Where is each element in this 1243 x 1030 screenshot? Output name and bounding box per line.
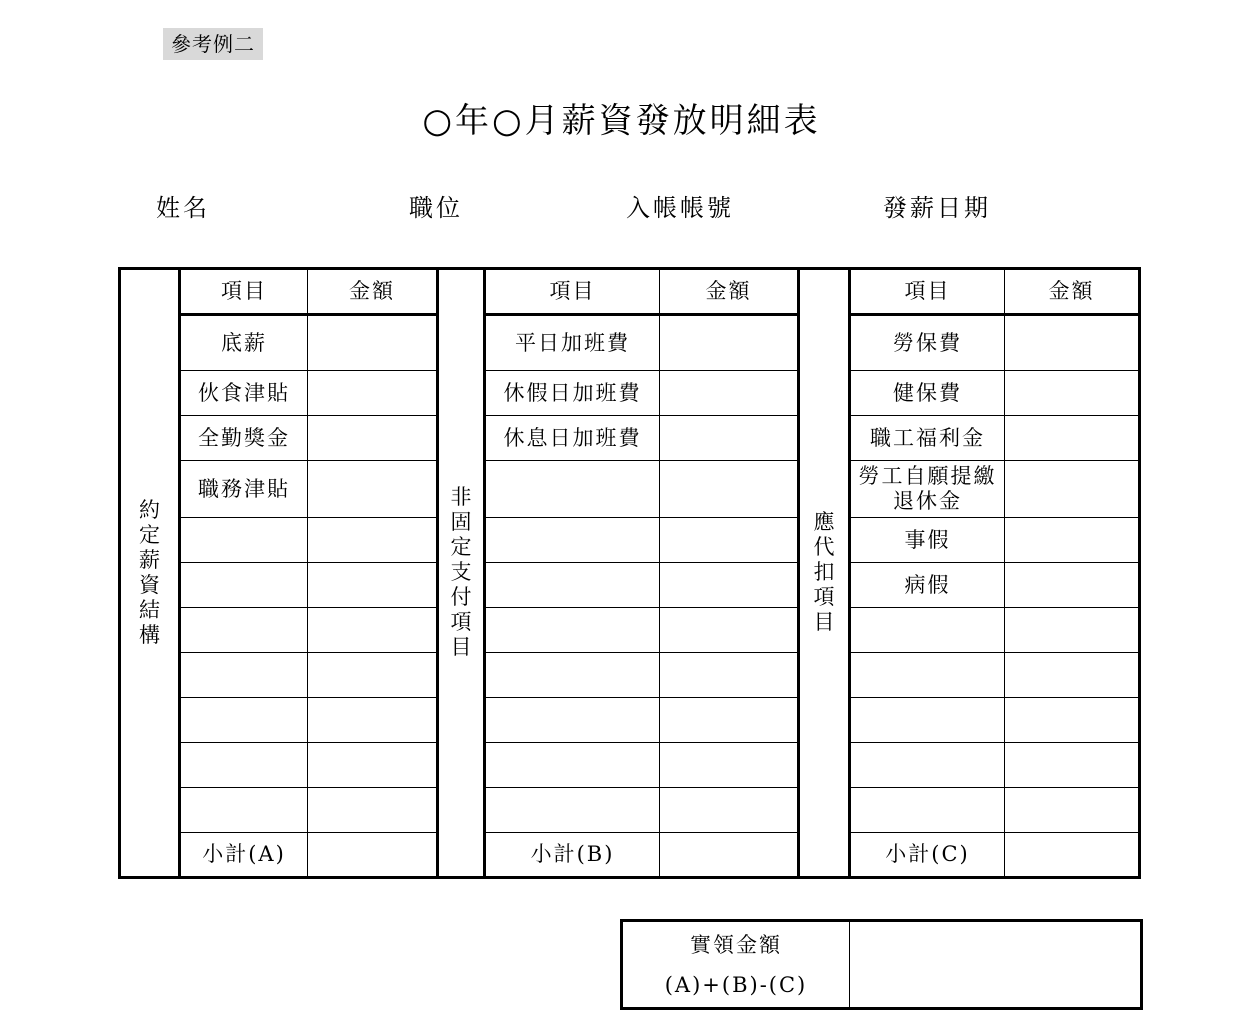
section-b-amount-cell[interactable] bbox=[660, 698, 799, 743]
table-row bbox=[120, 461, 1140, 518]
section-a-amount-header: 金額 bbox=[308, 269, 438, 315]
name-field-label: 姓名 bbox=[156, 194, 210, 222]
reference-tag: 參考例二 bbox=[163, 28, 263, 60]
section-c-item-label: 勞工自願提繳退休金 bbox=[850, 461, 1005, 518]
section-c-amount-cell[interactable] bbox=[1005, 371, 1140, 416]
section-b-item-label bbox=[485, 698, 660, 743]
section-b-amount-cell[interactable] bbox=[660, 608, 799, 653]
section-b-item-label bbox=[485, 518, 660, 563]
section-c-item-header: 項目 bbox=[850, 269, 1005, 315]
net-pay-formula: (A)+(B)-(C) bbox=[664, 972, 808, 997]
net-pay-label-cell bbox=[622, 921, 850, 1009]
section-a-item-label bbox=[180, 518, 308, 563]
section-b-subtotal-amount[interactable] bbox=[660, 833, 799, 878]
section-b-amount-cell[interactable] bbox=[660, 416, 799, 461]
section-a-item-label bbox=[180, 743, 308, 788]
section-b-amount-cell[interactable] bbox=[660, 461, 799, 518]
section-c-amount-cell[interactable] bbox=[1005, 698, 1140, 743]
section-c-amount-cell[interactable] bbox=[1005, 416, 1140, 461]
section-c-amount-cell[interactable] bbox=[1005, 653, 1140, 698]
section-b-title-cell bbox=[438, 269, 485, 878]
section-a-item-label bbox=[180, 653, 308, 698]
section-a-amount-cell[interactable] bbox=[308, 518, 438, 563]
account-field-label: 入帳帳號 bbox=[626, 194, 734, 222]
section-c-amount-cell[interactable] bbox=[1005, 743, 1140, 788]
section-a-item-label bbox=[180, 788, 308, 833]
section-c-amount-cell[interactable] bbox=[1005, 461, 1140, 518]
section-c-title-cell bbox=[799, 269, 850, 878]
salary-detail-table bbox=[118, 267, 1141, 879]
table-row bbox=[120, 788, 1140, 833]
section-b-item-label bbox=[485, 653, 660, 698]
section-c-subtotal-label: 小計(C) bbox=[850, 833, 1005, 878]
section-b-title: 非固定支付項目 bbox=[450, 485, 472, 659]
page-title: ○年○月薪資發放明細表 bbox=[422, 101, 821, 141]
section-c-amount-cell[interactable] bbox=[1005, 518, 1140, 563]
net-pay-label: 實領金額 bbox=[690, 932, 782, 957]
section-b-amount-cell[interactable] bbox=[660, 563, 799, 608]
section-c-item-label bbox=[850, 653, 1005, 698]
section-b-amount-cell[interactable] bbox=[660, 743, 799, 788]
section-b-amount-cell[interactable] bbox=[660, 518, 799, 563]
section-a-item-label: 伙食津貼 bbox=[180, 371, 308, 416]
section-c-amount-header: 金額 bbox=[1005, 269, 1140, 315]
section-b-item-label bbox=[485, 608, 660, 653]
section-a-item-label: 全勤獎金 bbox=[180, 416, 308, 461]
section-b-item-label bbox=[485, 788, 660, 833]
net-pay-table bbox=[620, 919, 1143, 1010]
section-c-item-label: 勞保費 bbox=[850, 315, 1005, 371]
section-c-item-label: 職工福利金 bbox=[850, 416, 1005, 461]
subtotal-row bbox=[120, 833, 1140, 878]
section-b-item-header: 項目 bbox=[485, 269, 660, 315]
section-b-item-label bbox=[485, 743, 660, 788]
section-c-item-label bbox=[850, 608, 1005, 653]
section-c-item-label bbox=[850, 788, 1005, 833]
section-c-item-label bbox=[850, 743, 1005, 788]
table-row bbox=[120, 416, 1140, 461]
section-a-amount-cell[interactable] bbox=[308, 563, 438, 608]
section-c-item-label bbox=[850, 698, 1005, 743]
section-a-item-label bbox=[180, 698, 308, 743]
section-b-item-label: 休息日加班費 bbox=[485, 416, 660, 461]
section-c-amount-cell[interactable] bbox=[1005, 563, 1140, 608]
table-row bbox=[120, 518, 1140, 563]
section-c-amount-cell[interactable] bbox=[1005, 608, 1140, 653]
section-a-amount-cell[interactable] bbox=[308, 371, 438, 416]
section-a-item-label: 底薪 bbox=[180, 315, 308, 371]
section-a-amount-cell[interactable] bbox=[308, 416, 438, 461]
section-c-item-label: 事假 bbox=[850, 518, 1005, 563]
section-b-item-label: 平日加班費 bbox=[485, 315, 660, 371]
section-c-amount-cell[interactable] bbox=[1005, 788, 1140, 833]
section-a-amount-cell[interactable] bbox=[308, 608, 438, 653]
section-c-title: 應代扣項目 bbox=[813, 510, 835, 634]
section-b-item-label bbox=[485, 563, 660, 608]
section-b-subtotal-label: 小計(B) bbox=[485, 833, 660, 878]
section-c-amount-cell[interactable] bbox=[1005, 315, 1140, 371]
pay-date-field-label: 發薪日期 bbox=[883, 194, 991, 222]
section-a-amount-cell[interactable] bbox=[308, 698, 438, 743]
section-c-item-label: 健保費 bbox=[850, 371, 1005, 416]
table-row bbox=[120, 371, 1140, 416]
section-a-item-label bbox=[180, 563, 308, 608]
section-a-item-header: 項目 bbox=[180, 269, 308, 315]
section-a-amount-cell[interactable] bbox=[308, 743, 438, 788]
section-b-amount-cell[interactable] bbox=[660, 315, 799, 371]
section-b-amount-header: 金額 bbox=[660, 269, 799, 315]
section-a-amount-cell[interactable] bbox=[308, 315, 438, 371]
table-row bbox=[120, 315, 1140, 371]
table-row bbox=[120, 698, 1140, 743]
section-a-item-label bbox=[180, 608, 308, 653]
table-header-row bbox=[120, 269, 1140, 315]
section-c-item-label: 病假 bbox=[850, 563, 1005, 608]
section-b-item-label bbox=[485, 461, 660, 518]
position-field-label: 職位 bbox=[409, 194, 463, 222]
section-a-amount-cell[interactable] bbox=[308, 653, 438, 698]
section-b-amount-cell[interactable] bbox=[660, 371, 799, 416]
table-row bbox=[120, 653, 1140, 698]
section-b-amount-cell[interactable] bbox=[660, 653, 799, 698]
section-b-item-label: 休假日加班費 bbox=[485, 371, 660, 416]
section-a-title: 約定薪資結構 bbox=[139, 497, 160, 647]
net-pay-amount-cell[interactable] bbox=[850, 921, 1142, 1009]
section-a-amount-cell[interactable] bbox=[308, 461, 438, 518]
section-a-title-cell bbox=[120, 269, 180, 878]
section-a-item-label: 職務津貼 bbox=[180, 461, 308, 518]
section-b-amount-cell[interactable] bbox=[660, 788, 799, 833]
section-a-subtotal-label: 小計(A) bbox=[180, 833, 308, 878]
section-a-amount-cell[interactable] bbox=[308, 788, 438, 833]
table-row bbox=[120, 743, 1140, 788]
table-row bbox=[120, 608, 1140, 653]
table-row bbox=[120, 563, 1140, 608]
section-c-subtotal-amount[interactable] bbox=[1005, 833, 1140, 878]
section-a-subtotal-amount[interactable] bbox=[308, 833, 438, 878]
